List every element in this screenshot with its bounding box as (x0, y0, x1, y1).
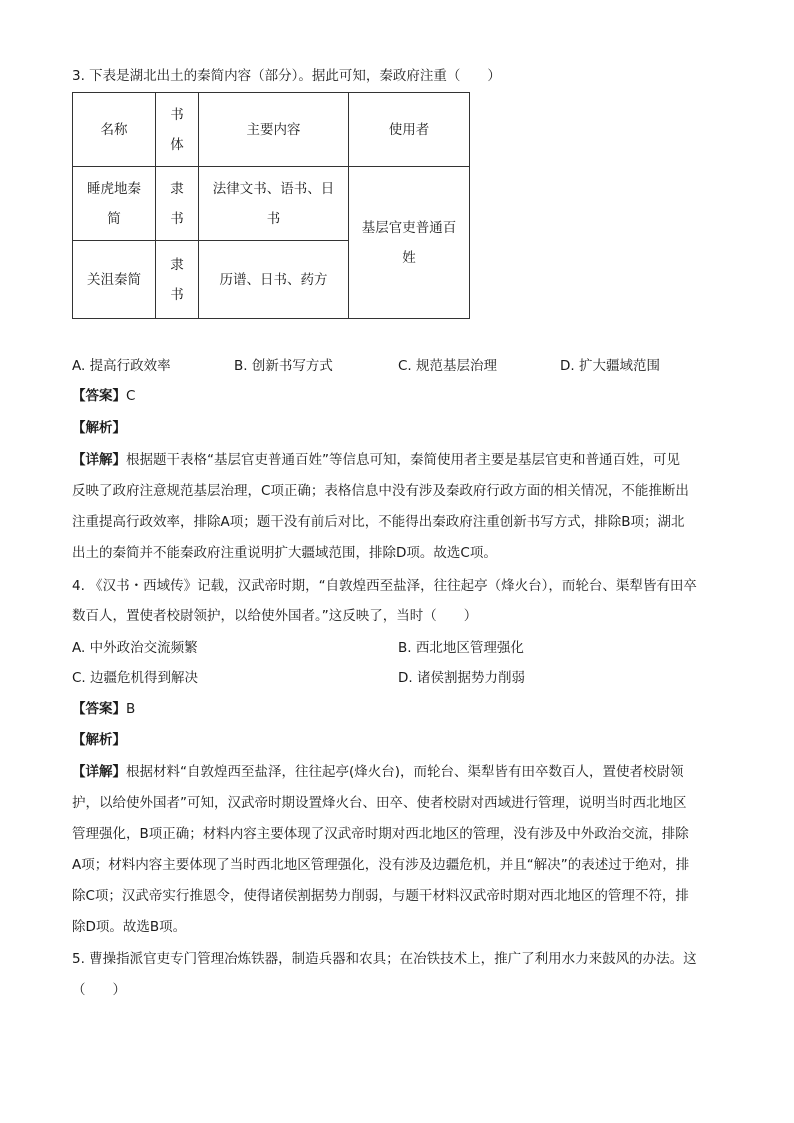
table-cell-name (73, 167, 156, 241)
table-cell-name: 关沮秦简 (73, 241, 156, 319)
answer-label: 【答案】 (72, 388, 126, 404)
table-header-user: 使用者 (349, 93, 470, 167)
q4-detail-line: 除C项；汉武帝实行推恩令，使得诸侯割据势力削弱，与题干材料汉武帝时期对西北地区的管理不符，排 (72, 888, 689, 904)
q4-detail-line: 管理强化，B项正确；材料内容主要体现了汉武帝时期对西北地区的管理，没有涉及中外政治交流，排除 (72, 826, 689, 842)
q4-option-a: A. 中外政治交流频繁 (72, 640, 198, 656)
table-cell-script (156, 241, 199, 319)
q5-stem-line: （ ） (72, 982, 126, 998)
row1-script: 隶书 (170, 180, 184, 227)
q4-option-b: B. 西北地区管理强化 (398, 640, 524, 656)
table-cell-content (199, 167, 349, 241)
table-header-script (156, 93, 199, 167)
row1-name: 睡虎地秦简 (87, 180, 141, 227)
q3-stem: 3. 下表是湖北出土的秦简内容（部分）。据此可知，秦政府注重（ ） (72, 68, 501, 84)
answer-label: 【答案】 (72, 701, 126, 717)
answer-value: B (126, 701, 136, 717)
q4-stem-line: 4. 《汉书・西域传》记载，汉武帝时期，“自敦煌西至盐泽，往往起亭（烽火台），而轮台、渠犁皆有田卒 (72, 578, 697, 594)
q4-answer (72, 699, 135, 719)
q4-detail-line: A项；材料内容主要体现了当时西北地区管理强化，没有涉及边疆危机，并且“解决”的表述过于绝对，排 (72, 857, 690, 873)
table-header-content: 主要内容 (199, 93, 349, 167)
q3-analysis-label (72, 418, 126, 438)
detail-text: 根据材料“自敦煌西至盐泽，往往起亭(烽火台)，而轮台、渠犁皆有田卒数百人，置使者校尉领 (126, 764, 684, 780)
table-cell-content: 历谱、日书、药方 (199, 241, 349, 319)
q5-stem-line: 5. 曹操指派官吏专门管理冶炼铁器，制造兵器和农具；在冶铁技术上，推广了利用水力来鼓风的办法。这 (72, 951, 697, 967)
table-header-name: 名称 (73, 93, 156, 167)
q3-option-b: B. 创新书写方式 (234, 358, 333, 374)
q4-detail-line: 护，以给使外国者”可知，汉武帝时期设置烽火台、田卒、使者校尉对西域进行管理，说明当时西北地区 (72, 795, 687, 811)
detail-text: 根据题干表格“基层官吏普通百姓”等信息可知，秦简使用者主要是基层官吏和普通百姓，可见 (126, 452, 680, 468)
q4-option-d: D. 诸侯割据势力削弱 (398, 670, 525, 686)
q3-option-a: A. 提高行政效率 (72, 358, 171, 374)
q4-analysis-label (72, 730, 126, 750)
q3-detail-line (72, 450, 680, 470)
analysis-label: 【解析】 (72, 732, 126, 748)
q3-detail-line: 反映了政府注意规范基层治理，C项正确；表格信息中没有涉及秦政府行政方面的相关情况，不能推断出 (72, 483, 689, 499)
detail-label: 【详解】 (72, 452, 126, 468)
q3-detail-line: 注重提高行政效率，排除A项；题干没有前后对比，不能得出秦政府注重创新书写方式，排除B项；湖北 (72, 514, 685, 530)
q4-detail-line: 除D项。故选B项。 (72, 919, 187, 935)
q4-option-c: C. 边疆危机得到解决 (72, 670, 199, 686)
detail-label: 【详解】 (72, 764, 126, 780)
table-header-script-text: 书体 (170, 106, 184, 153)
q3-option-d: D. 扩大疆域范围 (560, 358, 660, 374)
q4-detail-line (72, 762, 684, 782)
table-row (73, 167, 470, 241)
row1-content: 法律文书、语书、日书 (212, 180, 335, 227)
q3-detail-line: 出土的秦简并不能秦政府注重说明扩大疆域范围，排除D项。故选C项。 (72, 545, 497, 561)
analysis-label: 【解析】 (72, 420, 126, 436)
table-cell-script (156, 167, 199, 241)
q3-answer (72, 386, 135, 406)
answer-value: C (126, 388, 136, 404)
q4-stem-line: 数百人，置使者校尉领护，以给使外国者。”这反映了，当时（ ） (72, 608, 478, 624)
row2-script: 隶书 (170, 256, 184, 303)
q3-option-c: C. 规范基层治理 (398, 358, 498, 374)
table-cell-user (349, 167, 470, 319)
q3-table (72, 92, 470, 319)
user-text: 基层官吏普通百姓 (361, 219, 457, 266)
